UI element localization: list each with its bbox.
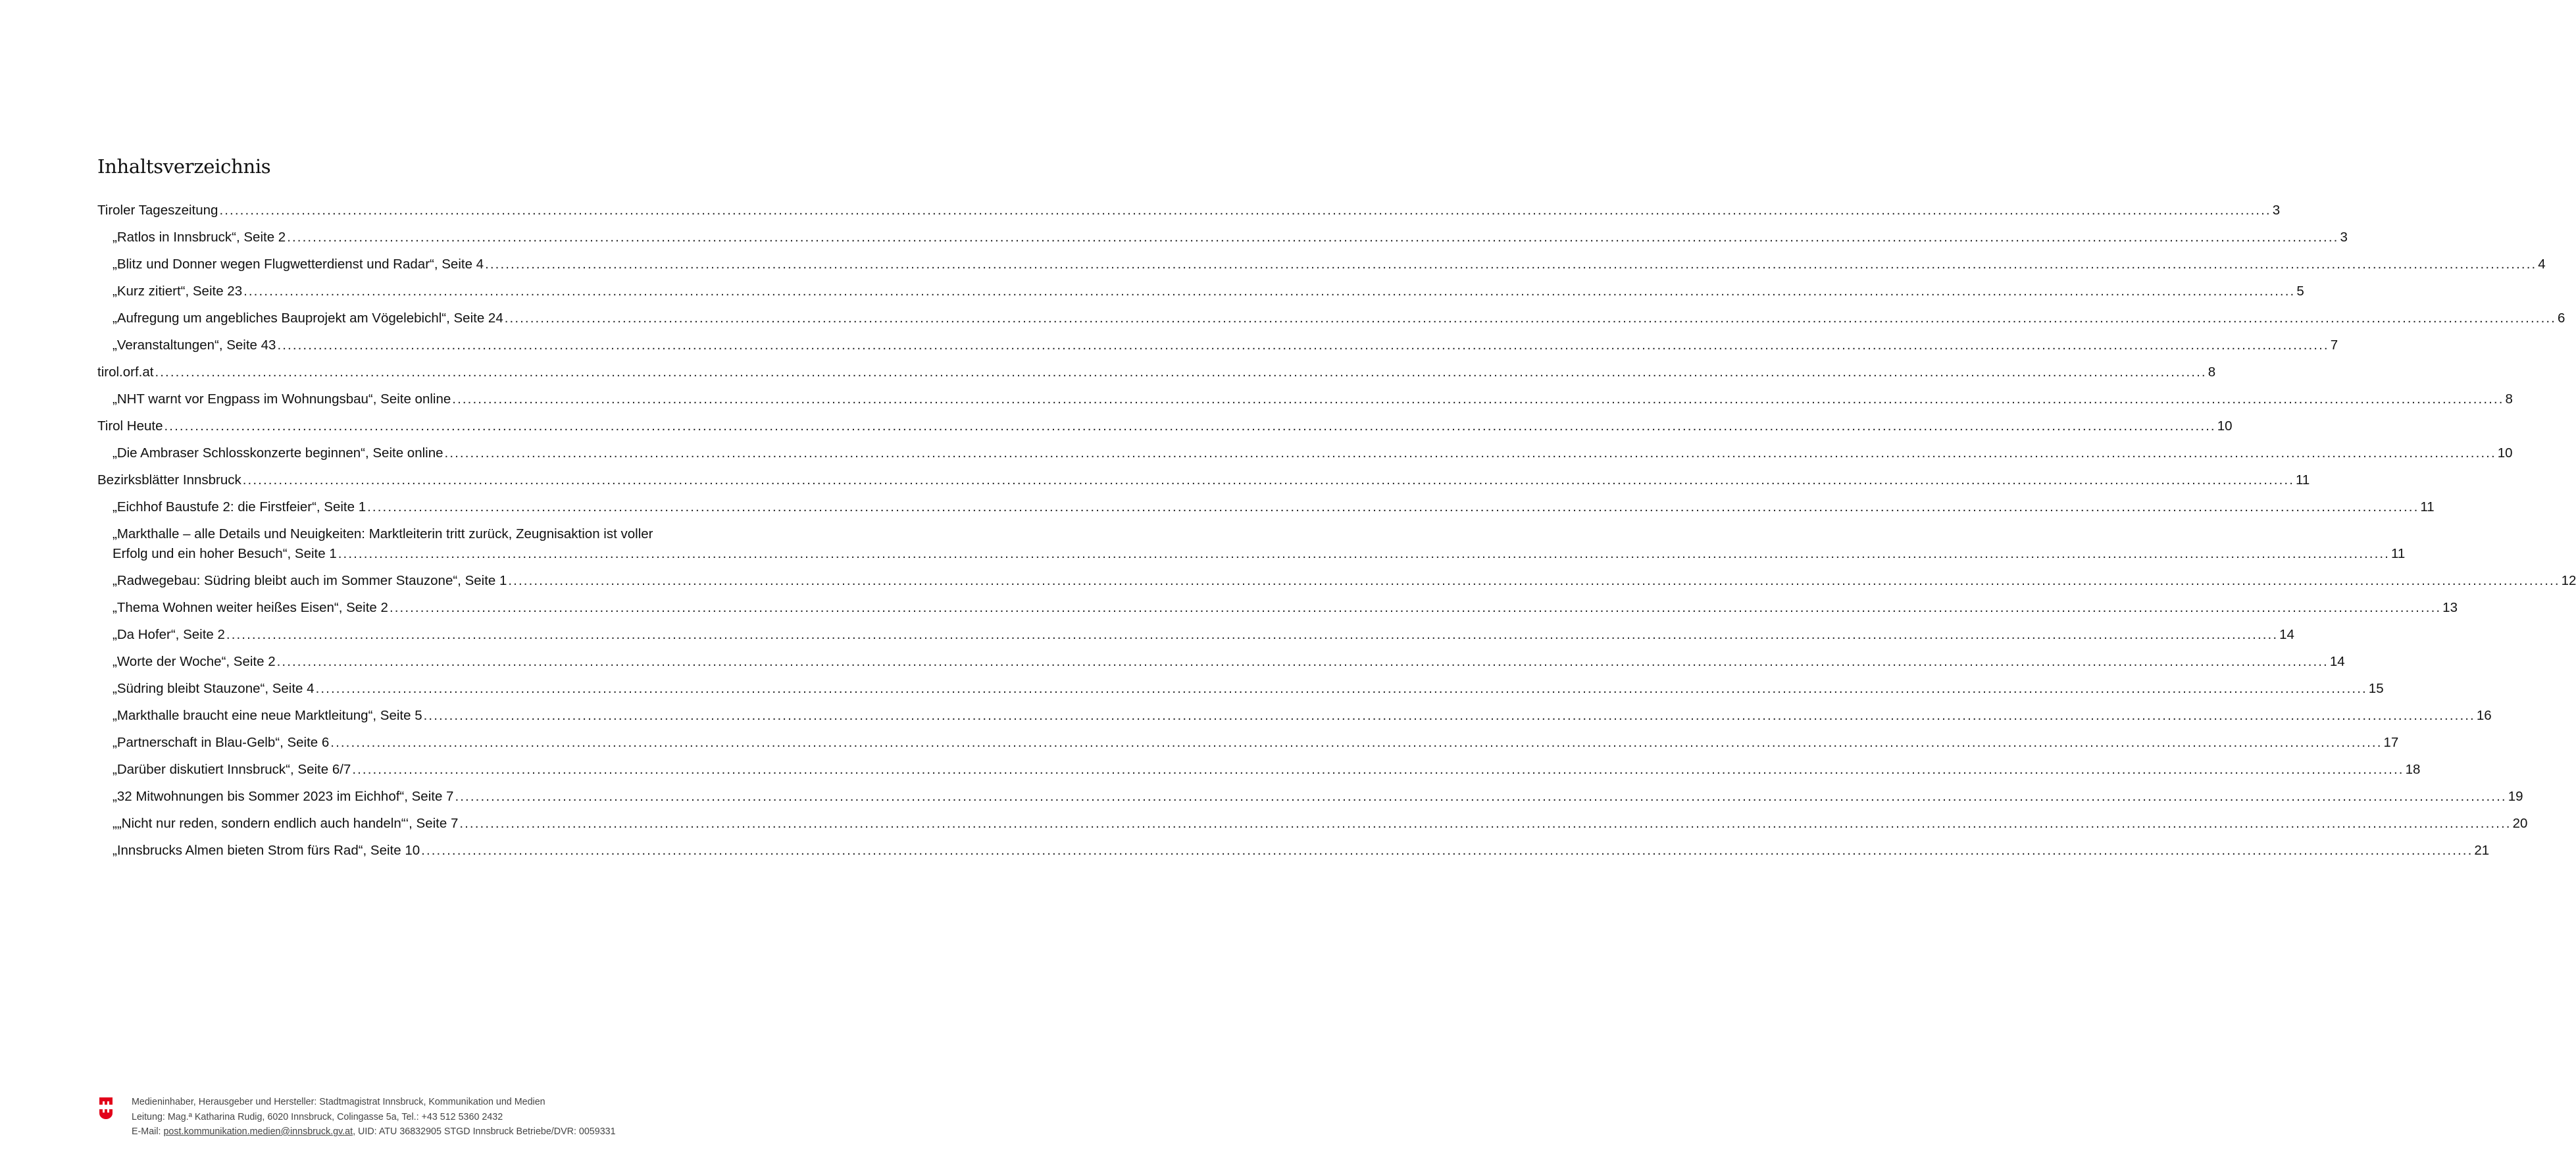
toc-article-entry[interactable] [97, 228, 2348, 247]
dot-leader: ................................................................................................................................................................................................................................................................................................................................................................................................................ [242, 472, 2294, 488]
toc-entry-label: „Darüber diskutiert Innsbruck“, Seite 6/7 [113, 762, 351, 777]
dot-leader: ................................................................................................................................................................................................................................................................................................................................................................................................................ [219, 203, 2271, 218]
toc-page-number: 11 [2390, 546, 2406, 561]
innsbruck-city-logo-icon [99, 1096, 113, 1120]
toc-page-number: 14 [2329, 654, 2345, 669]
toc-page-number: 13 [2442, 600, 2458, 615]
dot-leader: ................................................................................................................................................................................................................................................................................................................................................................................................................ [155, 364, 2207, 380]
toc-section-entry[interactable] [97, 470, 2310, 490]
footer-contact-line: Leitung: Mag.ª Katharina Rudig, 6020 Innsbruck, Colingasse 5a, Tel.: +43 512 5360 2432 [132, 1111, 503, 1122]
toc-entry-label: „Worte der Woche“, Seite 2 [113, 654, 276, 669]
toc-page-number: 5 [2296, 284, 2304, 299]
toc-entry-label: „Markthalle braucht eine neue Marktleitung“, Seite 5 [113, 708, 422, 723]
toc-article-entry[interactable] [97, 760, 2421, 780]
dot-leader: ................................................................................................................................................................................................................................................................................................................................................................................................................ [367, 499, 2419, 514]
toc-article-entry[interactable] [97, 787, 2523, 807]
footer-uid-text: , UID: ATU 36832905 STGD Innsbruck Betriebe/DVR: 0059331 [353, 1126, 616, 1137]
page-title: Inhaltsverzeichnis [97, 155, 271, 178]
toc-article-entry[interactable] [97, 497, 2435, 517]
toc-page-number: 12 [2561, 573, 2576, 588]
dot-leader: ................................................................................................................................................................................................................................................................................................................................................................................................................ [504, 311, 2556, 326]
toc-article-entry[interactable] [97, 679, 2384, 699]
toc-page-number: 11 [2420, 499, 2435, 514]
toc-entry-label: tirol.orf.at [97, 364, 154, 380]
toc-entry-line2 [113, 544, 2406, 564]
toc-page-number: 10 [2217, 418, 2233, 434]
toc-entry-label: Tirol Heute [97, 418, 163, 434]
toc-article-entry[interactable] [97, 336, 2338, 355]
dot-leader: ................................................................................................................................................................................................................................................................................................................................................................................................................ [315, 681, 2367, 696]
toc-page-number: 14 [2279, 627, 2294, 642]
dot-leader: ................................................................................................................................................................................................................................................................................................................................................................................................................ [338, 546, 2390, 561]
dot-leader: ................................................................................................................................................................................................................................................................................................................................................................................................................ [444, 445, 2496, 461]
toc-page-number: 10 [2497, 445, 2513, 461]
footer [99, 1095, 724, 1140]
dot-leader: ................................................................................................................................................................................................................................................................................................................................................................................................................ [485, 257, 2537, 272]
toc-page-number: 6 [2557, 311, 2565, 326]
toc-article-entry[interactable] [97, 598, 2458, 618]
toc-entry-label: Tiroler Tageszeitung [97, 203, 218, 218]
toc-entry-label: „„Nicht nur reden, sondern endlich auch handeln“‘, Seite 7 [113, 816, 459, 831]
toc-entry-label: „NHT warnt vor Engpass im Wohnungsbau“, Seite online [113, 391, 451, 407]
email-prefix: E-Mail: [132, 1126, 164, 1137]
toc-article-entry[interactable] [97, 625, 2294, 645]
toc-page-number: 8 [2505, 391, 2513, 407]
toc-article-entry[interactable] [97, 652, 2345, 672]
toc-page-number: 7 [2330, 338, 2338, 353]
dot-leader: ................................................................................................................................................................................................................................................................................................................................................................................................................ [164, 418, 2216, 434]
toc-page-number: 21 [2474, 843, 2490, 858]
footer-publisher-line: Medieninhaber, Herausgeber und Hersteller: Stadtmagistrat Innsbruck, Kommunikation und Medien [132, 1097, 545, 1107]
toc-entry-label: „Thema Wohnen weiter heißes Eisen“, Seite 2 [113, 600, 388, 615]
toc-page-number: 18 [2405, 762, 2421, 777]
toc-page-number: 3 [2272, 203, 2281, 218]
dot-leader: ................................................................................................................................................................................................................................................................................................................................................................................................................ [243, 284, 2296, 299]
toc-entry-label: „Innsbrucks Almen bieten Strom fürs Rad“, Seite 10 [113, 843, 420, 858]
toc-page-number: 17 [2383, 735, 2399, 750]
email-link[interactable]: post.kommunikation.medien@innsbruck.gv.at [163, 1126, 353, 1137]
toc-entry-label: „Südring bleibt Stauzone“, Seite 4 [113, 681, 315, 696]
toc-article-entry[interactable] [97, 255, 2546, 274]
toc-section-entry[interactable] [97, 363, 2216, 382]
toc-page-number: 16 [2476, 708, 2492, 723]
toc-page-number: 3 [2340, 230, 2348, 245]
dot-leader: ................................................................................................................................................................................................................................................................................................................................................................................................................ [226, 627, 2279, 642]
dot-leader: ................................................................................................................................................................................................................................................................................................................................................................................................................ [508, 573, 2560, 588]
dot-leader: ................................................................................................................................................................................................................................................................................................................................................................................................................ [455, 789, 2507, 804]
footer-email-line [132, 1124, 724, 1140]
dot-leader: ................................................................................................................................................................................................................................................................................................................................................................................................................ [423, 708, 2475, 723]
dot-leader: ................................................................................................................................................................................................................................................................................................................................................................................................................ [452, 391, 2504, 407]
dot-leader: ................................................................................................................................................................................................................................................................................................................................................................................................................ [421, 843, 2473, 858]
toc-article-entry[interactable] [97, 309, 2565, 328]
toc-article-entry[interactable] [97, 524, 2406, 564]
toc-page-number: 19 [2508, 789, 2523, 804]
toc-article-entry[interactable] [97, 733, 2399, 753]
toc-page-number: 4 [2538, 257, 2546, 272]
toc-entry-label: „Aufregung um angebliches Bauprojekt am Vögelebichl“, Seite 24 [113, 311, 503, 326]
toc-section-entry[interactable] [97, 416, 2233, 436]
dot-leader: ................................................................................................................................................................................................................................................................................................................................................................................................................ [459, 816, 2512, 831]
dot-leader: ................................................................................................................................................................................................................................................................................................................................................................................................................ [352, 762, 2404, 777]
toc-article-entry[interactable] [97, 814, 2528, 834]
toc-entry-label: „Blitz und Donner wegen Flugwetterdienst und Radar“, Seite 4 [113, 257, 484, 272]
toc-entry-label: „Kurz zitiert“, Seite 23 [113, 284, 243, 299]
toc-entry-label: „Partnerschaft in Blau-Gelb“, Seite 6 [113, 735, 330, 750]
toc-page-number: 20 [2512, 816, 2528, 831]
toc-page-number: 8 [2208, 364, 2216, 380]
toc-article-entry[interactable] [97, 443, 2513, 463]
toc-entry-label: Bezirksblätter Innsbruck [97, 472, 241, 488]
dot-leader: ................................................................................................................................................................................................................................................................................................................................................................................................................ [277, 338, 2329, 353]
dot-leader: ................................................................................................................................................................................................................................................................................................................................................................................................................ [389, 600, 2442, 615]
toc-section-entry[interactable] [97, 201, 2281, 220]
toc-article-entry[interactable] [97, 389, 2513, 409]
toc-page-number: 15 [2368, 681, 2384, 696]
dot-leader: ................................................................................................................................................................................................................................................................................................................................................................................................................ [276, 654, 2329, 669]
toc-entry-label: „Radwegebau: Südring bleibt auch im Sommer Stauzone“, Seite 1 [113, 573, 507, 588]
toc-entry-label: „Die Ambraser Schlosskonzerte beginnen“, Seite online [113, 445, 443, 461]
dot-leader: ................................................................................................................................................................................................................................................................................................................................................................................................................ [330, 735, 2383, 750]
table-of-contents [97, 201, 2576, 868]
toc-entry-label: „Ratlos in Innsbruck“, Seite 2 [113, 230, 286, 245]
toc-page-number: 11 [2296, 472, 2310, 488]
toc-entry-label-line1: „Markthalle – alle Details und Neuigkeiten: Marktleiterin tritt zurück, Zeugnisaktion ist voller [113, 526, 653, 541]
dot-leader: ................................................................................................................................................................................................................................................................................................................................................................................................................ [287, 230, 2339, 245]
toc-entry-label: „Veranstaltungen“, Seite 43 [113, 338, 276, 353]
toc-entry-label: „Da Hofer“, Seite 2 [113, 627, 225, 642]
toc-article-entry[interactable] [97, 841, 2490, 861]
toc-entry-label: Erfolg und ein hoher Besuch“, Seite 1 [113, 546, 337, 561]
toc-entry-label: „32 Mitwohnungen bis Sommer 2023 im Eichhof“, Seite 7 [113, 789, 454, 804]
toc-article-entry[interactable] [97, 282, 2304, 301]
toc-article-entry[interactable] [97, 571, 2576, 591]
toc-entry-label: „Eichhof Baustufe 2: die Firstfeier“, Seite 1 [113, 499, 366, 514]
toc-article-entry[interactable] [97, 706, 2492, 726]
